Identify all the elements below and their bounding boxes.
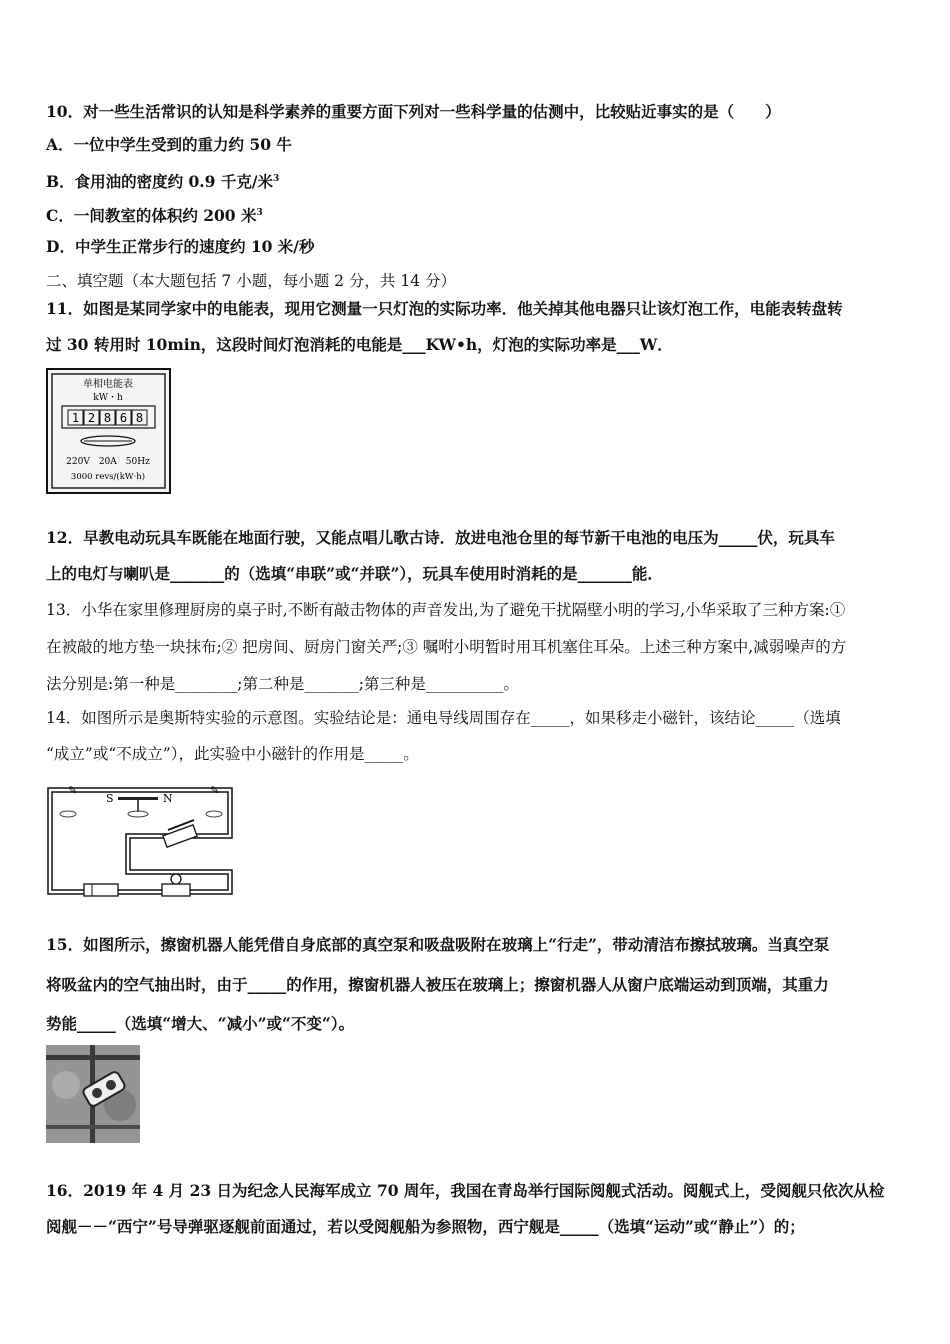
q16-line-2: 阅舰－－“西宁”号导弹驱逐舰前面通过，若以受阅舰船为参照物，西宁舰是_____（选填“运动”或“静止”）的； — [46, 1217, 805, 1236]
q13-line-1: 13．小华在家里修理厨房的桌子时,不断有敲击物体的声音发出,为了避免干扰隔壁小明的学习,小华采取了三种方案:① — [46, 601, 846, 619]
q10-stem: 10．对一些生活常识的认知是科学素养的重要方面下列对一些科学量的估测中，比较贴近事实的是（ ） — [46, 102, 781, 121]
q14-line-1: 14．如图所示是奥斯特实验的示意图。实验结论是：通电导线周围存在_____，如果移走小磁针，该结论_____（选填 — [46, 709, 841, 727]
oersted-experiment-figure — [44, 780, 236, 902]
meter-revs: 3000 revs/(kW·h) — [70, 472, 146, 482]
needle-pole-s: S — [106, 792, 114, 805]
svg-text:✎: ✎ — [68, 784, 78, 797]
q12-line-1: 12．早教电动玩具车既能在地面行驶，又能点唱儿歌古诗．放进电池仓里的每节新干电池的电压为_____伏，玩具车 — [46, 528, 835, 547]
switch — [163, 820, 197, 847]
q15-line-3: 势能_____（选填“增大、“减小”或“不变“）。 — [46, 1014, 355, 1033]
q10-option-a: A．一位中学生受到的重力约 50 牛 — [46, 135, 292, 154]
q13-line-2: 在被敲的地方垫一块抹布;② 把房间、厨房门窗关严;③ 嘱咐小明暂时用耳机塞住耳朵。上述三种方案中,减弱噪声的方 — [46, 638, 847, 656]
q15-line-1: 15．如图所示，擦窗机器人能凭借自身底部的真空泵和吸盘吸附在玻璃上“行走”，带动清洁布擦拭玻璃。当真空泵 — [46, 935, 830, 954]
meter-spec: 220V 20A 50Hz — [66, 457, 150, 467]
q15-line-2: 将吸盆内的空气抽出时，由于_____的作用，擦窗机器人被压在玻璃上；擦窗机器人从窗户底端运动到顶端，其重力 — [46, 975, 829, 994]
q10-option-c: C．一间教室的体积约 200 米$^3$ — [46, 206, 263, 226]
section-heading: 二、填空题（本大题包括 7 小题，每小题 2 分，共 14 分） — [46, 272, 457, 290]
battery — [84, 884, 118, 896]
meter-digit: 8 — [135, 411, 144, 425]
q13-line-3: 法分别是:第一种是________;第二种是_______;第三种是__________。 — [46, 675, 519, 693]
electric-meter-figure — [46, 368, 171, 494]
q16-line-1: 16．2019 年 4 月 23 日为纪念人民海军成立 70 周年，我国在青岛举行国际阅舰式活动。阅舰式上，受阅舰只依次从检 — [46, 1181, 885, 1200]
meter-unit: kW・h — [93, 393, 123, 403]
meter-digit: 1 — [71, 411, 80, 425]
meter-digit: 8 — [103, 411, 112, 425]
q14-line-2: “成立”或“不成立”），此实验中小磁针的作用是_____。 — [46, 745, 419, 763]
q10-option-b: B．食用油的密度约 0.9 千克/米$^3$ — [46, 172, 280, 192]
meter-digit: 6 — [119, 411, 128, 425]
lamp — [162, 874, 190, 896]
meter-digit: 2 — [87, 411, 96, 425]
window-cleaning-robot-photo — [46, 1045, 140, 1143]
q10-option-d: D．中学生正常步行的速度约 10 米/秒 — [46, 237, 315, 256]
magnetic-needle — [118, 797, 158, 800]
q11-line-2: 过 30 转用时 10min，这段时间灯泡消耗的电能是___KW•h，灯泡的实际功率是___W． — [46, 335, 673, 354]
meter-title: 单相电能表 — [83, 379, 133, 390]
q11-line-1: 11．如图是某同学家中的电能表，现用它测量一只灯泡的实际功率．他关掉其他电器只让该灯泡工作，电能表转盘转 — [46, 299, 843, 318]
svg-text:✎: ✎ — [210, 784, 220, 797]
q12-line-2: 上的电灯与喇叭是_______的（选填“串联”或“并联”），玩具车使用时消耗的是_______能． — [46, 564, 663, 583]
needle-pole-n: N — [163, 792, 173, 805]
